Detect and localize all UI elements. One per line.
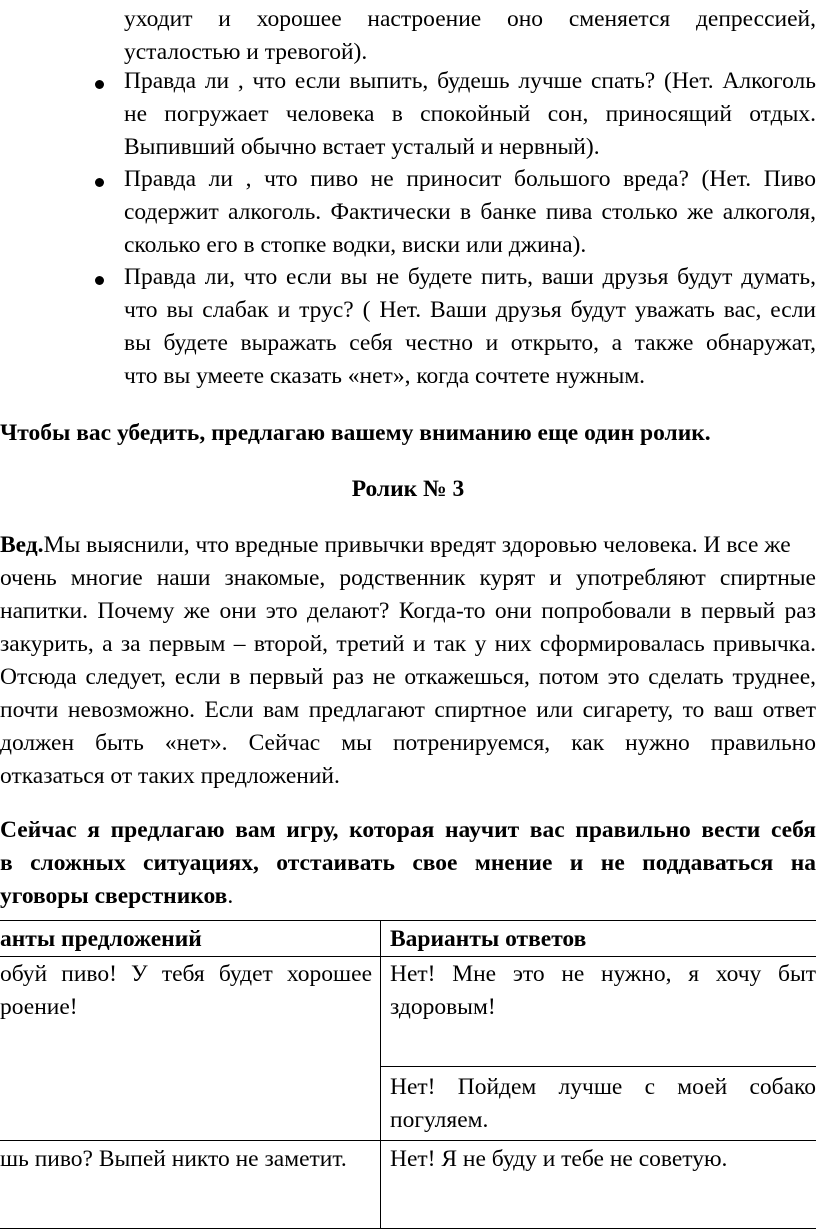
row2-right: Нет! Я не буду и тебе не советую.: [390, 1146, 728, 1172]
roll-title: Ролик № 3: [351, 476, 465, 502]
ved-line-4: закурить, а за первым – второй, третий и так у них сформировалась привычка.: [0, 631, 816, 657]
game-line-3-text: уговоры сверстников: [0, 883, 228, 909]
table-border-bottom: [0, 1228, 816, 1229]
row1-left-line-1: обуй пиво! У тебя будет хорошее: [0, 961, 372, 987]
game-line-1: Сейчас я предлагаю вам игру, которая научит вас правильно вести себя: [0, 817, 816, 843]
row1-right-b-line-1: Нет! Пойдем лучше с моей собако: [390, 1074, 816, 1100]
bullet-dot-icon: [95, 178, 104, 187]
ved-line-3: напитки. Почему же они это делают? Когда-то они попробовали в первый раз: [0, 598, 816, 624]
bullet-dot-icon: [95, 80, 104, 89]
ved-line-2: очень многие наши знакомые, родственник курят и употребляют спиртные: [0, 565, 816, 591]
table-header-right: Варианты ответов: [390, 926, 587, 952]
bullet-2-line-1: Правда ли , что если выпить, будешь лучше спать? (Нет. Алкоголь: [124, 68, 816, 94]
row1-right-b-line-2: погуляем.: [390, 1107, 489, 1133]
row1-right-a-line-1: Нет! Мне это не нужно, я хочу быт: [390, 961, 816, 987]
game-line-2: в сложных ситуациях, отстаивать свое мнение и не поддаваться на: [0, 850, 816, 876]
ved-line-7: должен быть «нет». Сейчас мы потренируемся, как нужно правильно: [0, 730, 816, 756]
ved-line-8: отказаться от таких предложений.: [0, 763, 340, 789]
bullet-4-line-1: Правда ли, что если вы не будете пить, ваши друзья будут думать,: [124, 264, 816, 290]
bullet-3-line-3: сколько его в стопке водки, виски или джина).: [124, 232, 587, 258]
bullet-1-line-2: усталостью и тревогой).: [124, 39, 368, 65]
bullet-3-line-2: содержит алкоголь. Фактически в банке пива столько же алкоголя,: [124, 199, 816, 225]
row2-left: шь пиво? Выпей никто не заметит.: [0, 1146, 347, 1172]
bullet-2-line-3: Выпивший обычно встает усталый и нервный).: [124, 134, 600, 160]
bullet-2-line-2: не погружает человека в спокойный сон, приносящий отдых.: [124, 101, 816, 127]
bullet-3-line-1: Правда ли , что пиво не приносит большого вреда? (Нет. Пиво: [124, 166, 816, 192]
bullet-dot-icon: [95, 276, 104, 285]
game-line-3-end: .: [227, 883, 234, 909]
ved-line-5: Отсюда следует, если в первый раз не откажешься, потом это сделать труднее,: [0, 664, 816, 690]
table-border-inner: [381, 1066, 816, 1067]
table-border-col: [380, 920, 381, 1229]
bullet-1-line-1: уходит и хорошее настроение оно сменяется депрессией,: [124, 6, 816, 32]
table-border-top: [0, 920, 816, 921]
ved-label: Вед.: [0, 532, 44, 558]
bullet-4-line-4: что вы умеете сказать «нет», когда сочтете нужным.: [124, 363, 646, 389]
table-header-left: анты предложений: [0, 926, 202, 952]
ved-line-1-text: Мы выяснили, что вредные привычки вредят здоровью человека. И все же: [43, 532, 791, 558]
bullet-4-line-3: вы будете выражать себя честно и открыто, а также обнаружат,: [124, 330, 816, 356]
ved-line-1: [0, 528, 816, 562]
table-border-row: [0, 1140, 816, 1141]
bullet-4-line-2: что вы слабак и трус? ( Нет. Ваши друзья будут уважать вас, если: [124, 297, 816, 323]
row1-left-line-2: роение!: [0, 994, 78, 1020]
ved-line-6: почти невозможно. Если вам предлагают спиртное или сигарету, то ваш ответ: [0, 697, 816, 723]
row1-right-a-line-2: здоровым!: [390, 994, 496, 1020]
game-line-3: [0, 879, 233, 913]
intro-line: Чтобы вас убедить, предлагаю вашему вниманию еще один ролик.: [0, 420, 711, 446]
